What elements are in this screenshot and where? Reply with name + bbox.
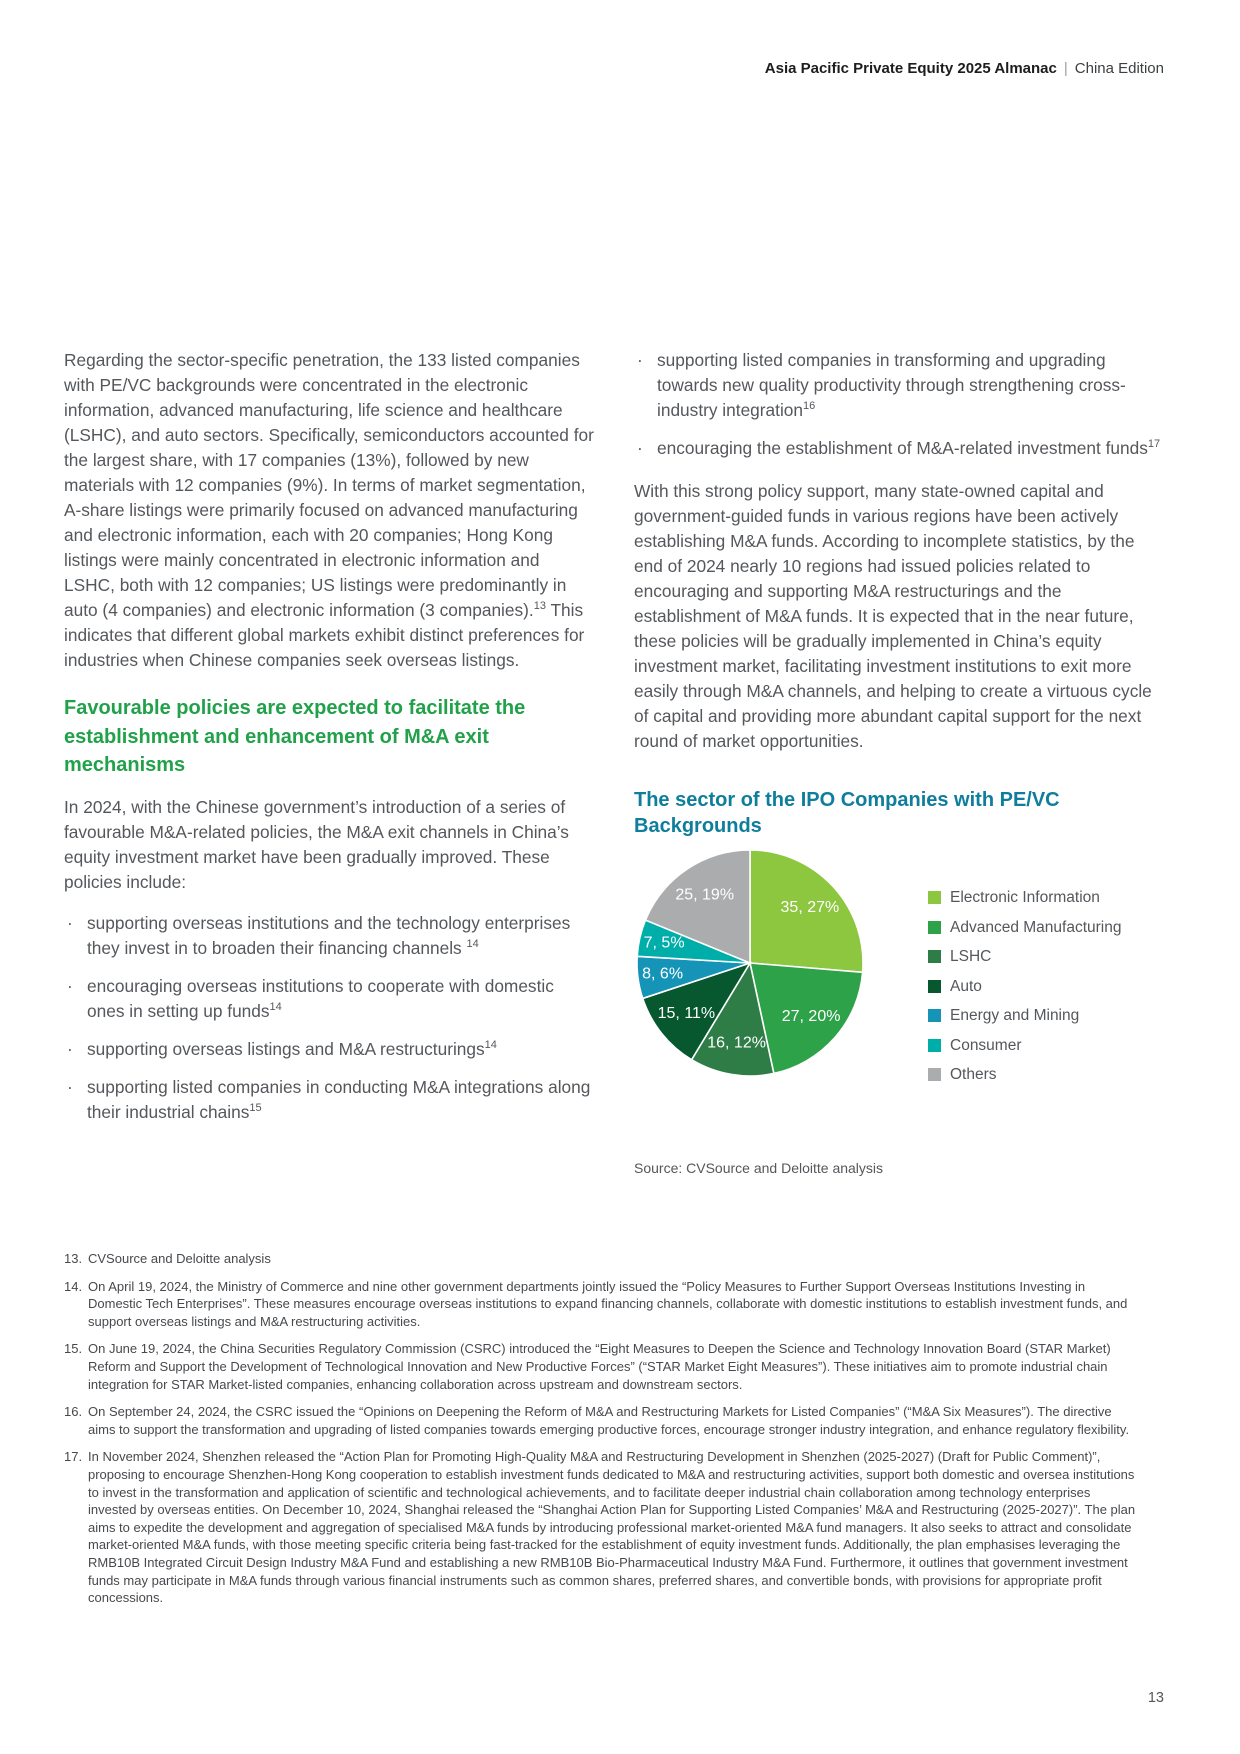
legend-swatch-icon — [928, 921, 941, 934]
legend-swatch-icon — [928, 1068, 941, 1081]
footnote-15 — [64, 1340, 1142, 1393]
policy-bullet-list-left — [64, 911, 594, 1125]
legend-label: LSHC — [950, 948, 992, 965]
content-columns — [64, 348, 1164, 1176]
paragraph-text: Regarding the sector-specific penetration, the 133 listed companies with PE/VC backgrounds were concentrated in the electronic information, advanced manufacturing, life science and healthcare (LSHC), and auto sectors. Specifically, semiconductors accounted for the largest share, with 17 companies (13%), followed by new materials with 12 companies (9%). In terms of market segmentation, A-share listings were primarily focused on advanced manufacturing and electronic information, each with 20 companies; Hong Kong listings were mainly concentrated in electronic information and LSHC, both with 12 companies; US listings were predominantly in auto (4 companies) and electronic information (3 companies). — [64, 350, 594, 620]
paragraph-sector-penetration — [64, 348, 594, 673]
pie-chart-figure — [634, 847, 1164, 1096]
footnote-13 — [64, 1250, 1142, 1268]
list-item — [64, 911, 594, 961]
footnote-ref-14: 14 — [466, 937, 479, 950]
chart-legend — [928, 889, 1121, 1096]
section-heading-favourable-policies: Favourable policies are expected to facilitate the establishment and enhancement of M&A exit mechanisms — [64, 697, 526, 776]
footnote-ref-17: 17 — [1147, 438, 1161, 451]
footnote-14 — [64, 1278, 1142, 1331]
footnotes — [64, 1250, 1142, 1617]
legend-label: Energy and Mining — [950, 1007, 1080, 1024]
bullet-text: supporting listed companies in conducting M&A integrations along their industrial chains — [87, 1076, 591, 1122]
legend-swatch-icon — [928, 891, 941, 904]
page-header — [765, 60, 1164, 77]
legend-item-others — [928, 1066, 1121, 1083]
footnote-ref-14: 14 — [484, 1038, 497, 1051]
pie-slice-label-lshc: 16, 12% — [707, 1034, 766, 1052]
footnote-number: 13. — [64, 1251, 83, 1266]
footnote-ref-15: 15 — [249, 1101, 262, 1114]
policy-bullet-list-right — [634, 348, 1164, 461]
legend-item-consumer — [928, 1037, 1121, 1054]
legend-item-auto — [928, 978, 1121, 995]
page-number: 13 — [1147, 1690, 1164, 1706]
legend-label: Consumer — [950, 1036, 1022, 1054]
legend-label: Electronic Information — [950, 889, 1100, 906]
footnote-number: 16. — [64, 1404, 83, 1420]
legend-swatch-icon — [928, 1009, 941, 1022]
footnote-ref-13: 13 — [533, 600, 546, 613]
footnote-ref-14: 14 — [269, 1000, 282, 1013]
footnote-number: 14. — [64, 1278, 83, 1294]
pie-slice-label-auto: 15, 11% — [657, 1004, 716, 1022]
bullet-text: supporting overseas institutions and the technology enterprises they invest in to broaden their financing channels — [87, 912, 571, 958]
chart-title: The sector of the IPO Companies with PE/VC Backgrounds — [634, 789, 1060, 837]
edition-label: China Edition — [1074, 60, 1164, 77]
pie-slice-label-electronic-information: 35, 27% — [780, 899, 840, 917]
pie-slice-label-advanced-manufacturing: 27, 20% — [781, 1007, 841, 1025]
legend-swatch-icon — [928, 980, 941, 993]
list-item — [64, 1075, 594, 1125]
bullet-text: supporting overseas listings and M&A restructurings — [87, 1038, 485, 1059]
bullet-text: supporting listed companies in transforming and upgrading towards new quality productivity through strengthening cross-industry integration — [657, 350, 1126, 420]
pie-chart — [634, 847, 866, 1079]
legend-swatch-icon — [928, 1039, 941, 1052]
legend-swatch-icon — [928, 950, 941, 963]
legend-label: Auto — [950, 977, 982, 995]
right-column — [634, 348, 1164, 1176]
legend-item-lshc — [928, 948, 1121, 965]
legend-label: Advanced Manufacturing — [950, 918, 1122, 936]
footnote-text: On September 24, 2024, the CSRC issued the “Opinions on Deepening the Reform of M&A and Restructuring Markets for Listed Companies” (“M&A Six Measures”). The directive aims to support the transformation and upgrading of listed companies towards emerging productive forces, encourage stronger industry integration, and enhance regulatory flexibility. — [88, 1404, 1130, 1437]
bullet-text: encouraging overseas institutions to cooperate with domestic ones in setting up funds — [87, 975, 554, 1021]
footnote-number: 15. — [64, 1341, 83, 1357]
paragraph-policies-intro: In 2024, with the Chinese government’s introduction of a series of favourable M&A-related policies, the M&A exit channels in China’s equity investment market have been gradually improved. These policies include: — [64, 796, 569, 892]
footnote-ref-16: 16 — [803, 400, 816, 413]
legend-item-electronic-information — [928, 889, 1121, 906]
footnote-text: CVSource and Deloitte analysis — [88, 1251, 271, 1266]
footnote-text: In November 2024, Shenzhen released the “Action Plan for Promoting High-Quality M&A and Restructuring Development in Shenzhen (2025-2027) (Draft for Public Comment)”, proposing to encourage Shenzhen-Hong Kong cooperation to establish investment funds dedicated to M&A and restructuring activities, support both domestic and oversea institutions to invest in the transformation and application of scientific and technological achievements, and to facilitate deeper industrial chain collaboration among technology enterprises invested by overseas entities. On December 10, 2024, Shanghai released the “Shanghai Action Plan for Supporting Listed Companies’ M&A and Restructuring (2025-2027)”. The plan aims to expedite the development and aggregation of specialised M&A funds by introducing professional market-oriented M&A fund managers. It also seeks to attract and consolidate market-oriented M&A funds, with those meeting specific criteria being fast-tracked for the establishment of equity investment funds. Additionally, the plan emphasises leveraging the RMB10B Integrated Circuit Design Industry M&A Fund and establishing a new RMB10B Bio-Pharmaceutical Industry M&A Fund. Furthermore, it outlines that government investment funds may participate in M&A funds through various financial instruments such as common shares, preferred shares, and convertible bonds, with provisions for appropriate profit concessions. — [88, 1449, 1136, 1606]
pie-slice-label-others: 25, 19% — [675, 886, 735, 904]
legend-label: Others — [950, 1066, 997, 1083]
legend-item-advanced-manufacturing — [928, 919, 1121, 936]
footnote-16 — [64, 1403, 1142, 1438]
list-item — [64, 1037, 594, 1062]
paragraph-text: This indicates that different global markets exhibit distinct preferences for industries when Chinese companies seek overseas listings. — [64, 600, 585, 670]
footnote-17 — [64, 1448, 1142, 1606]
pie-slice-label-energy-and-mining: 8, 6% — [642, 965, 684, 983]
left-column — [64, 348, 594, 1176]
report-title: Asia Pacific Private Equity 2025 Almanac — [764, 60, 1057, 77]
source-note: Source: CVSource and Deloitte analysis — [634, 1159, 884, 1176]
list-item — [634, 436, 1164, 461]
list-item — [64, 974, 594, 1024]
legend-item-energy-and-mining — [928, 1007, 1121, 1024]
footnote-number: 17. — [64, 1449, 83, 1465]
footnote-text: On April 19, 2024, the Ministry of Commerce and nine other government departments jointly issued the “Policy Measures to Further Support Overseas Institutions Investing in Domestic Tech Enterprises”. These measures encourage overseas institutions to expand financing channels, collaborate with domestic institutions to establish investment funds, and support overseas listings and M&A restructuring activities. — [88, 1278, 1128, 1329]
list-item — [634, 348, 1164, 423]
footnote-text: On June 19, 2024, the China Securities Regulatory Commission (CSRC) introduced the “Eight Measures to Deepen the Science and Technology Innovation Board (STAR Market) Reform and Support the Development of Technological Innovation and New Productive Forces” (“STAR Market Eight Measures”). These initiatives aim to promote industrial chain integration for STAR Market-listed companies, enhancing collaboration across upstream and downstream sectors. — [88, 1341, 1111, 1392]
pie-slice-label-consumer: 7, 5% — [643, 934, 685, 952]
paragraph-policy-support: With this strong policy support, many state-owned capital and government-guided funds in various regions have been actively establishing M&A funds. According to incomplete statistics, by the end of 2024 nearly 10 regions had issued policies related to encouraging and supporting M&A restructurings and the establishment of M&A funds. It is expected that in the near future, these policies will be gradually implemented in China’s equity investment market, facilitating investment institutions to exit more easily through M&A channels, and helping to create a virtuous cycle of capital and providing more abundant capital support for the next round of market opportunities. — [634, 481, 1152, 751]
header-separator: | — [1063, 60, 1068, 77]
bullet-text: encouraging the establishment of M&A-related investment funds — [657, 438, 1148, 458]
